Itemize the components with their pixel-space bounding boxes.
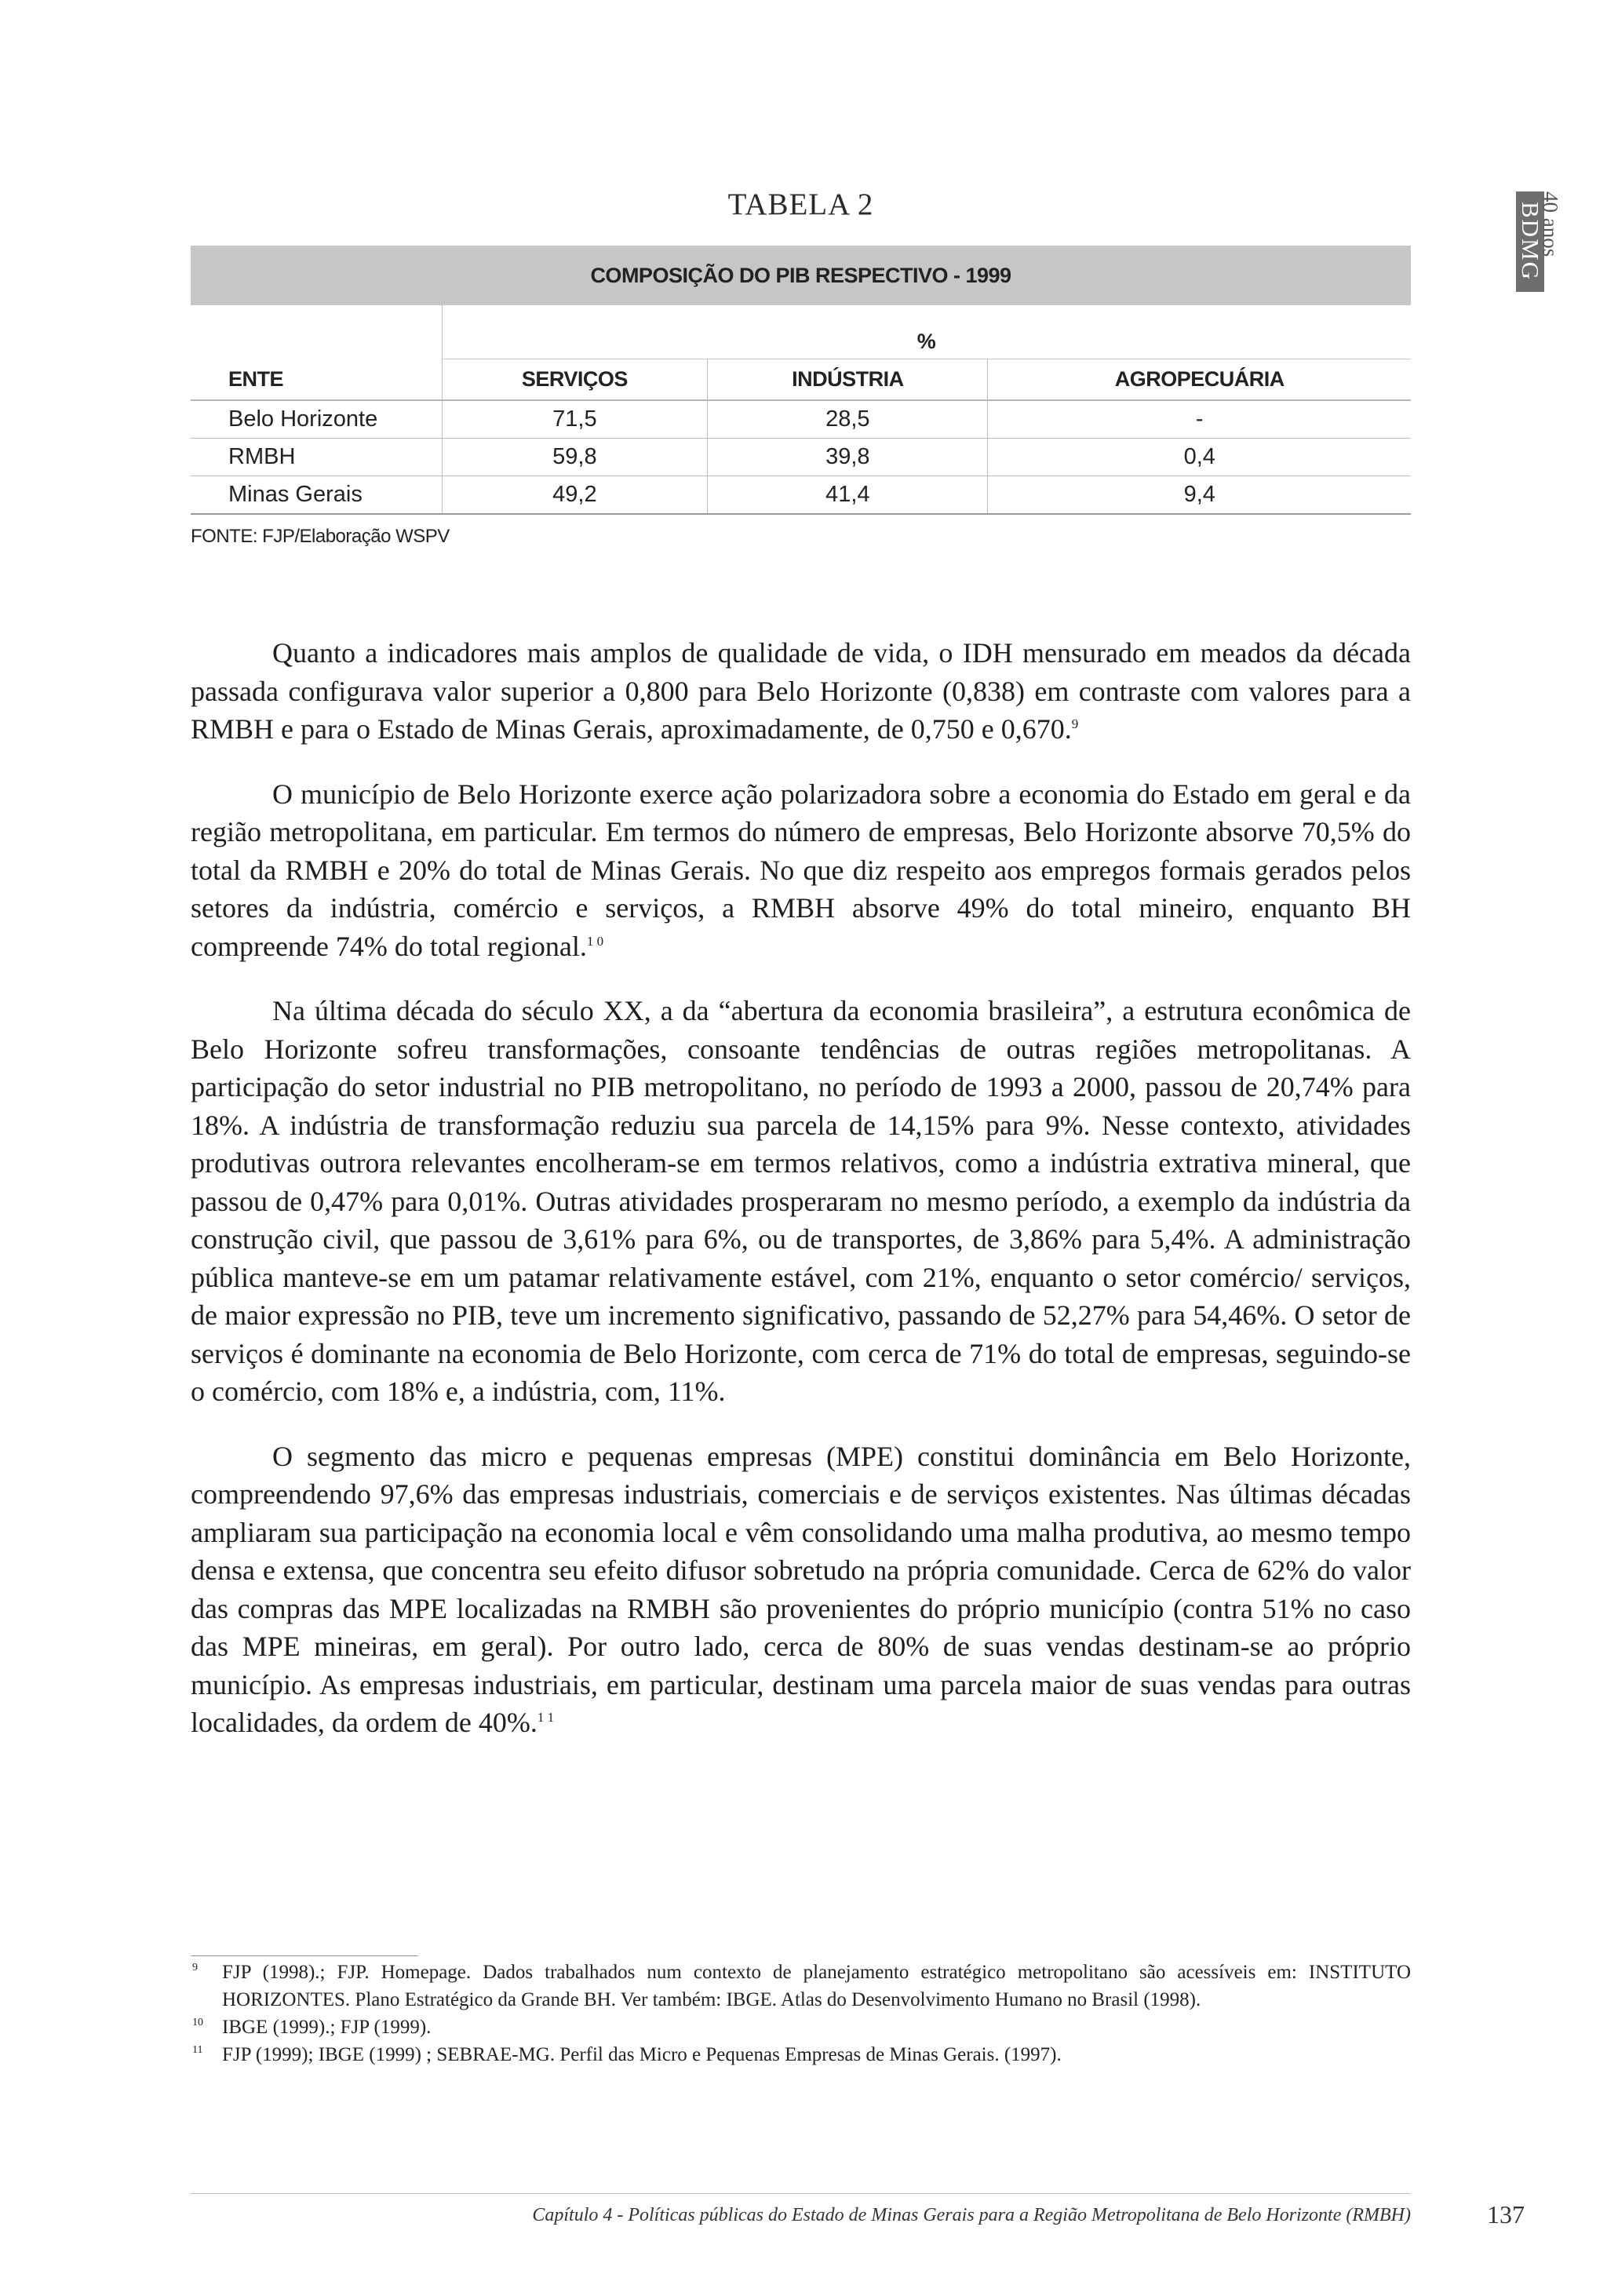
table-row	[191, 439, 1411, 476]
paragraph	[191, 1438, 1411, 1742]
row-label: Minas Gerais	[191, 476, 442, 515]
column-header-servicos: SERVIÇOS	[442, 359, 708, 401]
table-cell: -	[988, 400, 1411, 439]
footer-divider	[191, 2193, 1411, 2194]
table-row	[191, 400, 1411, 439]
footnote-number: 11	[192, 2044, 203, 2056]
footnote-number: 9	[192, 1962, 198, 1973]
footnotes	[191, 1959, 1411, 2068]
footnote	[191, 1959, 1411, 2014]
paragraph-text: Quanto a indicadores mais amplos de qualidade de vida, o IDH mensurado em meados da década passada configurava valor superior a 0,800 para Belo Horizonte (0,838) em contraste com valores para a RMBH e para o Estado de Minas Gerais, aproximadamente, de 0,750 e 0,670.	[191, 637, 1411, 745]
badge-brand: BDMG	[1517, 202, 1544, 282]
table-cell: 39,8	[708, 439, 988, 476]
table-cell: 49,2	[442, 476, 708, 515]
footnote-text: IBGE (1999).; FJP (1999).	[222, 2017, 432, 2038]
table-unit-row	[191, 305, 1411, 359]
footer-caption: Capítulo 4 - Políticas públicas do Estado de Minas Gerais para a Região Metropolitana de Belo Horizonte (RMBH)	[532, 2205, 1411, 2225]
column-header-agropecuaria: AGROPECUÁRIA	[988, 359, 1411, 401]
table-header-row	[191, 359, 1411, 401]
table-cell: 0,4	[988, 439, 1411, 476]
paragraph	[191, 634, 1411, 749]
footnote-divider	[191, 1955, 418, 1956]
row-label: Belo Horizonte	[191, 400, 442, 439]
table-heading: COMPOSIÇÃO DO PIB RESPECTIVO - 1999	[191, 246, 1411, 305]
table-cell: 59,8	[442, 439, 708, 476]
footnote	[191, 2041, 1411, 2068]
table-cell: 9,4	[988, 476, 1411, 515]
page-number: 137	[1487, 2200, 1525, 2229]
row-label: RMBH	[191, 439, 442, 476]
footnote-ref: 1 0	[586, 933, 604, 949]
paragraph-text: Na última década do século XX, a da “abertura da economia brasileira”, a estrutura econômica de Belo Horizonte sofreu transformações, consoante tendências de outras regiões metropolitanas. A participação do setor industrial no PIB metropolitano, no período de 1993 a 2000, passou de 20,74% para 18%. A indústria de transformação reduziu sua parcela de 14,15% para 9%. Nesse contexto, atividades produtivas outrora relevantes encolheram-se em termos relativos, como a indústria extrativa mineral, que passou de 0,47% para 0,01%. Outras atividades prosperaram no mesmo período, a exemplo da indústria da construção civil, que passou de 3,61% para 6%, ou de transportes, de 3,86% para 5,4%. A administração pública manteve-se em um patamar relativamente estável, com 21%, enquanto o setor comércio/ serviços, de maior expressão no PIB, teve um incremento significativo, passando de 52,27% para 54,46%. O setor de serviços é dominante na economia de Belo Horizonte, com cerca de 71% do total de empresas, seguindo-se o comércio, com 18% e, a indústria, com, 11%.	[191, 995, 1411, 1407]
table-unit: %	[442, 305, 1411, 359]
table-cell: 28,5	[708, 400, 988, 439]
table-source: FONTE: FJP/Elaboração WSPV	[191, 526, 450, 547]
column-header-ente: ENTE	[191, 359, 442, 401]
badge-subtitle: 40 anos	[1539, 191, 1562, 257]
table-cell: 41,4	[708, 476, 988, 515]
table-row	[191, 476, 1411, 515]
paragraph-text: O segmento das micro e pequenas empresas (MPE) constitui dominância em Belo Horizonte, compreendendo 97,6% das empresas industriais, comerciais e de serviços existentes. Nas últimas décadas ampliaram sua participação na economia local e vêm consolidando uma malha produtiva, ao mesmo tempo densa e extensa, que concentra seu efeito difusor sobretudo na própria comunidade. Cerca de 62% do valor das compras das MPE localizadas na RMBH são provenientes do próprio município (contra 51% no caso das MPE mineiras, em geral). Por outro lado, cerca de 80% de suas vendas destinam-se ao próprio município. As empresas industriais, em particular, destinam uma parcela maior de suas vendas para outras localidades, da ordem de 40%.	[191, 1440, 1411, 1738]
paragraph	[191, 775, 1411, 966]
table-cell: 71,5	[442, 400, 708, 439]
pib-table	[191, 305, 1411, 515]
footnote-ref: 1 1	[537, 1710, 555, 1725]
column-header-industria: INDÚSTRIA	[708, 359, 988, 401]
body-text	[191, 634, 1411, 1769]
footnote-number: 10	[192, 2017, 203, 2028]
footnote-text: FJP (1998).; FJP. Homepage. Dados trabalhados num contexto de planejamento estratégico metropolitano são acessíveis em: INSTITUTO HORIZONTES. Plano Estratégico da Grande BH. Ver também: IBGE. Atlas do Desenvolvimento Humano no Brasil (1998).	[222, 1962, 1411, 2010]
footnote-text: FJP (1999); IBGE (1999) ; SEBRAE-MG. Perfil das Micro e Pequenas Empresas de Minas Gerais. (1997).	[222, 2044, 1062, 2065]
paragraph	[191, 992, 1411, 1411]
footnote-ref: 9	[1071, 716, 1079, 731]
footnote	[191, 2014, 1411, 2041]
paragraph-text: O município de Belo Horizonte exerce ação polarizadora sobre a economia do Estado em geral e da região metropolitana, em particular. Em termos do número de empresas, Belo Horizonte absorve 70,5% do total da RMBH e 20% do total de Minas Gerais. No que diz respeito aos empregos formais gerados pelos setores da indústria, comércio e serviços, a RMBH absorve 49% do total mineiro, enquanto BH compreende 74% do total regional.	[191, 778, 1411, 962]
table-title: TABELA 2	[727, 188, 874, 221]
bdmg-badge	[1516, 191, 1561, 292]
